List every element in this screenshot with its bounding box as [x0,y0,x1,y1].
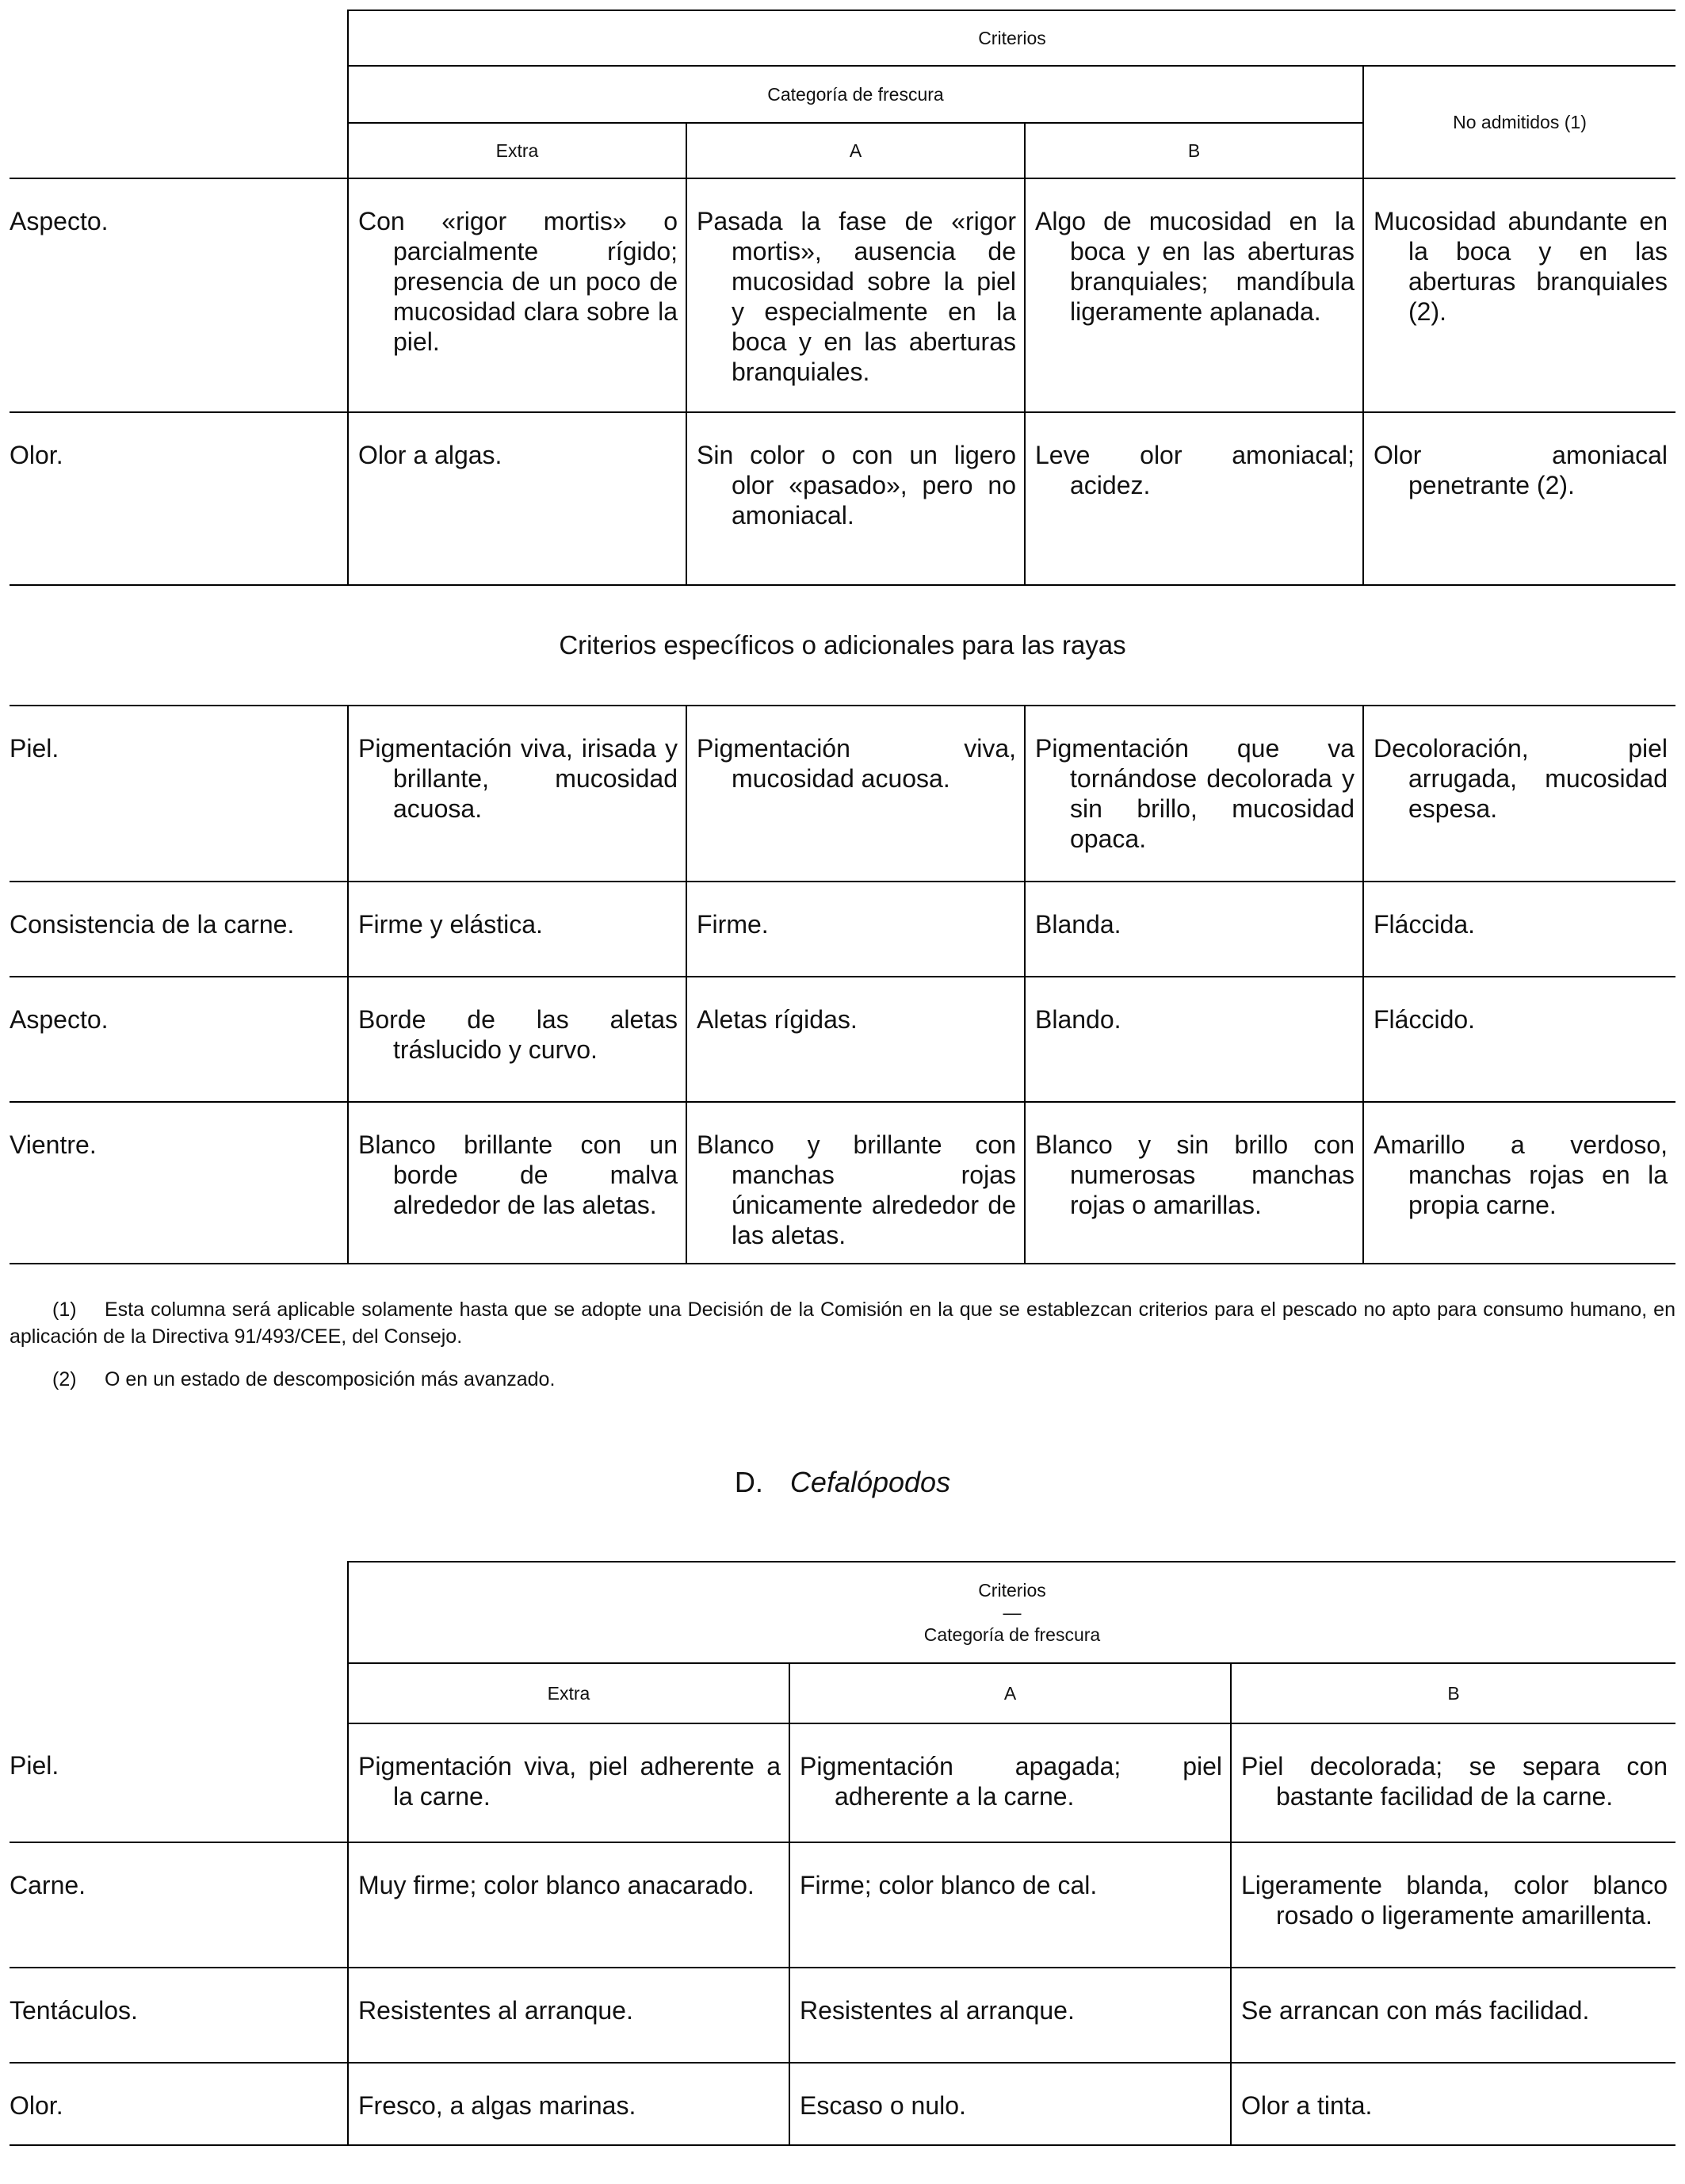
table-row [10,882,1675,977]
cell: Amarillo a verdoso, manchas rojas en la propia carne. [1363,1102,1675,1264]
cell: Olor amoniacal penetrante (2). [1363,412,1675,585]
row-label: Piel. [10,1723,348,1842]
table-row [10,2063,1675,2145]
cell: Aletas rígidas. [686,977,1025,1102]
cell: Pigmentación que va tornándose decolorada y sin brillo, mucosidad opaca. [1025,706,1363,882]
cell: Muy firme; color blanco anacarado. [348,1842,789,1968]
cell: Fresco, a algas marinas. [348,2063,789,2145]
column-header-a: A [686,123,1025,178]
footnote: (1) Esta columna será aplicable solamente hasta que se adopte una Decisión de la Comisión en la que se establezcan criterios para el pescado no apto para consumo humano, en aplicación de la Directiva 91/493/CEE, del Consejo. [10,1299,1675,1348]
cell: Decoloración, piel arrugada, mucosidad espesa. [1363,706,1675,882]
row-label: Olor. [10,2063,348,2145]
cell: Fláccido. [1363,977,1675,1102]
column-header-extra: Extra [348,1663,789,1723]
row-label: Piel. [10,706,348,882]
table-row [10,178,1675,412]
cell: Ligeramente blanda, color blanco rosado o ligeramente amarillenta. [1231,1842,1675,1968]
cell: Blanda. [1025,882,1363,977]
header-blank-cell [10,1562,348,1723]
cell: Firme y elástica. [348,882,686,977]
cell: Piel decolorada; se separa con bastante facilidad de la carne. [1231,1723,1675,1842]
section-heading [10,1466,1675,1499]
cell: Blanco y brillante con manchas rojas únicamente alrededor de las aletas. [686,1102,1025,1264]
category-header: Categoría de frescura [348,66,1363,123]
row-label: Aspecto. [10,178,348,412]
cell: Fláccida. [1363,882,1675,977]
section-title: Cefalópodos [789,1466,951,1498]
column-header-b: B [1231,1663,1675,1723]
cell: Pigmentación viva, mucosidad acuosa. [686,706,1025,882]
table-row [10,1723,1675,1842]
column-header-extra: Extra [348,123,686,178]
row-label: Vientre. [10,1102,348,1264]
cell: Olor a algas. [348,412,686,585]
table-row [10,1102,1675,1264]
table-row [10,1842,1675,1968]
header-blank-cell [10,10,348,178]
cell: Se arrancan con más facilidad. [1231,1968,1675,2063]
column-header-a: A [789,1663,1231,1723]
not-admitted-header: No admitidos (1) [1363,66,1675,178]
cell: Con «rigor mortis» o parcialmente rígido; presencia de un poco de mucosidad clara sobre la piel. [348,178,686,412]
table-row [10,706,1675,882]
row-label: Carne. [10,1842,348,1968]
document-page [10,10,1675,2146]
row-label: Olor. [10,412,348,585]
cell: Algo de mucosidad en la boca y en las aberturas branquiales; mandíbula ligeramente aplanada. [1025,178,1363,412]
cell: Leve olor amoniacal; acidez. [1025,412,1363,585]
cell: Pigmentación viva, piel adherente a la carne. [348,1723,789,1842]
cell: Firme. [686,882,1025,977]
cell: Resistentes al arranque. [348,1968,789,2063]
table-row [10,977,1675,1102]
footnote: (2) O en un estado de descomposición más avanzado. [52,1368,556,1390]
cell: Blando. [1025,977,1363,1102]
cell: Olor a tinta. [1231,2063,1675,2145]
row-label: Tentáculos. [10,1968,348,2063]
table-row [10,412,1675,585]
cell: Sin color o con un ligero olor «pasado», pero no amoniacal. [686,412,1025,585]
cell: Escaso o nulo. [789,2063,1231,2145]
cell: Borde de las aletas tráslucido y curvo. [348,977,686,1102]
cell: Pasada la fase de «rigor mortis», ausencia de mucosidad sobre la piel y especialmente en la boca y en las aberturas branquiales. [686,178,1025,412]
cell: Blanco y sin brillo con numerosas manchas rojas o amarillas. [1025,1102,1363,1264]
row-label: Aspecto. [10,977,348,1102]
row-label: Consistencia de la carne. [10,882,348,977]
column-header-b: B [1025,123,1363,178]
criteria-header: Criterios [348,10,1675,66]
cell: Blanco brillante con un borde de malva alrededor de las aletas. [348,1102,686,1264]
cephalopod-freshness-table [10,1561,1675,2146]
cell: Firme; color blanco de cal. [789,1842,1231,1968]
cell: Mucosidad abundante en la boca y en las aberturas branquiales (2). [1363,178,1675,412]
table-row [10,1968,1675,2063]
cell: Resistentes al arranque. [789,1968,1231,2063]
cell: Pigmentación apagada; piel adherente a la carne. [789,1723,1231,1842]
section-letter: D. [734,1466,763,1498]
criteria-header: Criterios — Categoría de frescura [348,1562,1675,1663]
cell: Pigmentación viva, irisada y brillante, mucosidad acuosa. [348,706,686,882]
rays-subtitle: Criterios específicos o adicionales para las rayas [10,585,1675,706]
fish-freshness-table [10,10,1675,1264]
footnotes [10,1264,1675,1393]
